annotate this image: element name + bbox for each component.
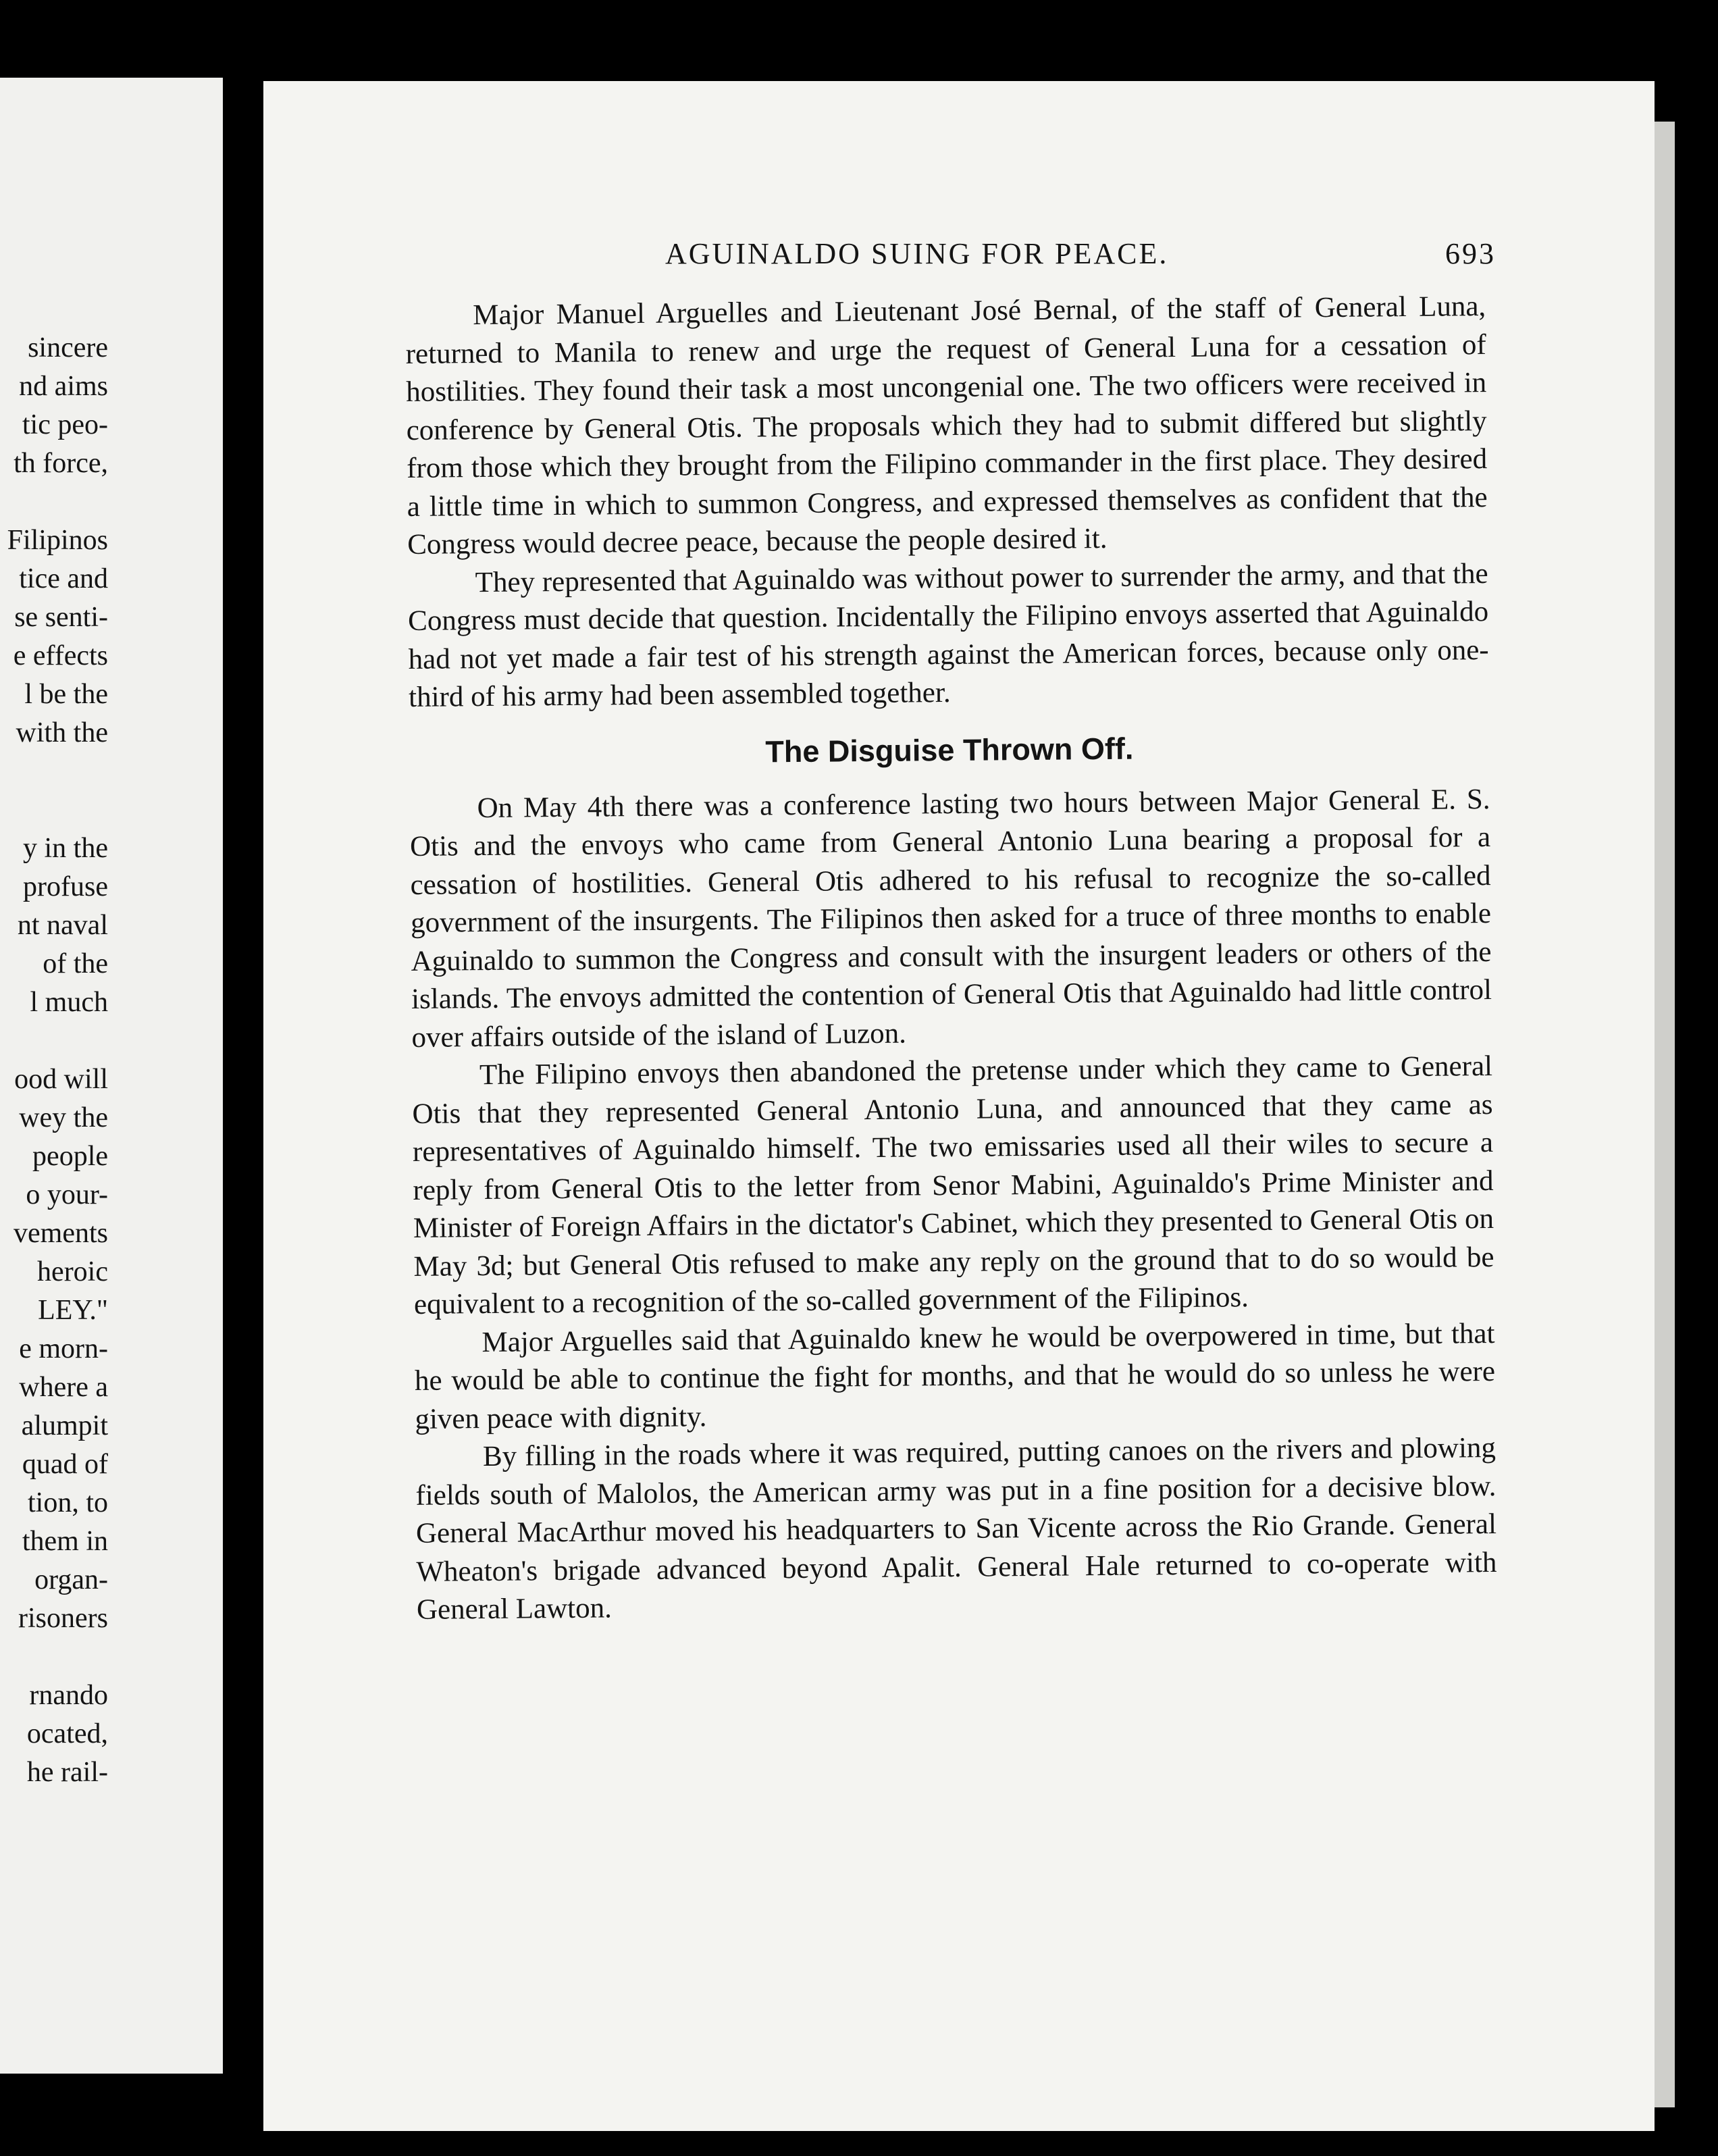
left-page-line: y in the	[23, 833, 108, 864]
left-page-line: Filipinos	[7, 525, 108, 556]
left-page-line: organ-	[34, 1564, 108, 1595]
section-heading: The Disguise Thrown Off.	[765, 731, 1134, 769]
paragraph: They represented that Aguinaldo was without power to surrender the army, and that the Congress must decide that question. Incidentally the Filipino envoys asserted that Aguinaldo had not yet made a fair test of his strength against the American forces, because only one-third of his army had been assembled together.	[407, 557, 1489, 713]
left-page-line: wey the	[19, 1102, 108, 1133]
left-page-line: rnando	[29, 1680, 108, 1711]
left-page-line: o your-	[26, 1179, 108, 1210]
left-page-line: quad of	[22, 1449, 108, 1480]
left-page-line: risoners	[18, 1603, 108, 1634]
paragraph: The Filipino envoys then abandoned the pretense under which they came to General Otis that they represented General Antonio Luna, and announced that they came as representatives of Aguinaldo himself. The two emissaries used all their wiles to secure a reply from General Otis to the letter from Senor Mabini, Aguinaldo's Prime Minister and Minister of Foreign Affairs in the dictator's Cabinet, which they presented to General Otis on May 3d; but General Otis refused to make any reply on the ground that to do so would be equivalent to a recognition of the so-called government of the Filipinos.	[412, 1050, 1494, 1320]
left-page-line: tice and	[19, 563, 108, 594]
paragraph: Major Arguelles said that Aguinaldo knew he would be overpowered in time, but that he would be able to continue the fight for months, and that he would do so unless he were given peace with dignity.	[414, 1317, 1496, 1435]
left-page-line: ood will	[14, 1064, 108, 1095]
left-page-line: where a	[19, 1372, 108, 1403]
body-text	[405, 288, 1497, 1629]
left-page-line: sincere	[28, 332, 108, 363]
left-page-line: l much	[30, 987, 108, 1018]
book-gutter	[223, 68, 263, 2094]
left-page-line: th force,	[14, 448, 108, 479]
paragraph: By filling in the roads where it was required, putting canoes on the rivers and plowing fields south of Malolos, the American army was put in a fine position for a decisive blow. General MacArthur moved his headquarters to San Vicente across the Rio Grande. General Wheaton's brigade advanced beyond Apalit. General Hale returned to co-operate with General Lawton.	[415, 1431, 1497, 1626]
left-page-line: tion, to	[27, 1487, 108, 1518]
left-page-line: of the	[43, 948, 108, 979]
left-page-line: alumpit	[21, 1410, 108, 1441]
left-page-line: e effects	[13, 640, 108, 671]
left-page-line: l be the	[24, 679, 108, 710]
page-edge	[1655, 122, 1675, 2107]
left-page-line: profuse	[23, 871, 108, 902]
paragraph: On May 4th there was a conference lasting two hours between Major General E. S. Otis and the envoys who came from General Antonio Luna bearing a proposal for a cessation of hostilities. General Otis adhered to his refusal to recognize the so-called government of the insurgents. The Filipinos then asked for a truce of three months to enable Aguinaldo to summon the Congress and consult with the insurgent leaders or others of the islands. The envoys admitted the contention of General Otis that Aguinaldo had little control over affairs outside of the island of Luzon.	[409, 783, 1492, 1054]
paragraph: Major Manuel Arguelles and Lieutenant José Bernal, of the staff of General Luna, returned to Manila to renew and urge the request of General Luna for a cessation of hostilities. They found their task a most uncongenial one. The two officers were received in conference by General Otis. The proposals which they had to submit differed but slightly from those which they brought from the Filipino commander in the first place. They desired a little time in which to summon Congress, and expressed themselves as confident that the Congress would decree peace, because the people desired it.	[405, 290, 1488, 561]
left-page-line: LEY."	[38, 1295, 108, 1326]
left-page-line: people	[32, 1141, 108, 1172]
left-page	[0, 78, 223, 2074]
left-page-line: with the	[16, 717, 108, 748]
left-page-line: nt naval	[17, 910, 108, 941]
running-title: AGUINALDO SUING FOR PEACE.	[665, 237, 1169, 270]
left-page-line: he rail-	[26, 1757, 108, 1788]
left-page-line: heroic	[37, 1256, 108, 1287]
left-page-line: e morn-	[19, 1333, 108, 1364]
left-page-line: se senti-	[14, 602, 108, 633]
page-number: 693	[1445, 237, 1496, 270]
left-page-line: tic peo-	[22, 409, 108, 440]
left-page-line: nd aims	[19, 371, 108, 402]
left-page-line: ocated,	[26, 1718, 108, 1749]
left-page-line: vements	[14, 1218, 108, 1249]
left-page-line: them in	[22, 1526, 108, 1557]
